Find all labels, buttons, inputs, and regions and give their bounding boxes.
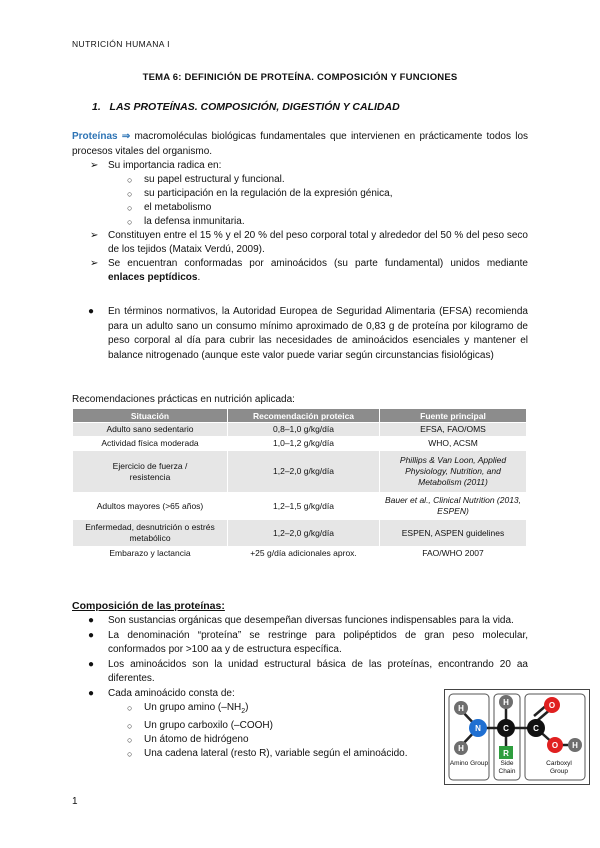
importance-sub-item xyxy=(72,201,528,215)
table-cell: 1,2–2,0 g/kg/día xyxy=(228,451,380,493)
chapter-title: TEMA 6: DEFINICIÓN DE PROTEÍNA. COMPOSICIÓN Y FUNCIONES xyxy=(142,72,458,83)
table-cell: Adultos mayores (>65 años) xyxy=(73,493,228,520)
section-title xyxy=(92,101,400,113)
importance-sub-text: la defensa inmunitaria. xyxy=(144,216,245,227)
circle-bullet-icon: ○ xyxy=(127,735,133,745)
importance-sub-text: su participación en la regulación de la expresión génica, xyxy=(144,188,393,199)
importance-lead: Su importancia radica en: xyxy=(108,160,222,171)
bullet-dot-icon: ● xyxy=(88,658,95,670)
composition-text: La denominación “proteína” se restringe para polipéptidos de gran peso molecular, conformados por >100 aa y de estructura específica. xyxy=(108,629,528,655)
circle-bullet-icon: ○ xyxy=(127,203,133,213)
bullet-dot-icon: ● xyxy=(88,687,95,699)
table-cell: Enfermedad, desnutrición o estrés metabólico xyxy=(73,520,228,547)
circle-bullet-icon: ○ xyxy=(127,189,133,199)
circle-bullet-icon: ○ xyxy=(127,749,133,759)
importance-sub-item xyxy=(72,173,528,187)
importance-sub-item xyxy=(72,215,528,229)
amino-part-text: Un grupo carboxilo (–COOH) xyxy=(144,720,273,731)
table-cell: 0,8–1,0 g/kg/día xyxy=(228,423,380,437)
composition-text: Cada aminoácido consta de: xyxy=(108,687,235,699)
amino-part-text: Un átomo de hidrógeno xyxy=(144,734,249,745)
composition-title: Composición de las proteínas: xyxy=(72,600,225,612)
carbon-label: C xyxy=(503,724,509,733)
circle-bullet-icon: ○ xyxy=(127,175,133,185)
table-row xyxy=(73,437,527,451)
hydrogen-label: H xyxy=(458,704,464,713)
section-title-text: LAS PROTEÍNAS. COMPOSICIÓN, DIGESTIÓN Y CALIDAD xyxy=(109,101,400,113)
implies-arrow: ⇒ xyxy=(121,131,131,142)
importance-sub-text: su papel estructural y funcional. xyxy=(144,174,285,185)
table-caption: Recomendaciones prácticas en nutrición aplicada: xyxy=(72,394,295,405)
table-header-cell: Fuente principal xyxy=(380,409,527,423)
table-row xyxy=(73,493,527,520)
table-row xyxy=(73,423,527,437)
arrowhead-bullet-icon: ➢ xyxy=(90,160,99,171)
table-cell: WHO, ACSM xyxy=(380,437,527,451)
composition-item xyxy=(72,629,528,658)
table-row xyxy=(73,547,527,561)
amino-part-close: ) xyxy=(245,702,249,713)
amino-group-label: Amino Group xyxy=(449,760,489,767)
peptide-bonds-term: enlaces peptídicos xyxy=(108,272,198,283)
amino-item xyxy=(72,257,528,285)
composition-item xyxy=(72,658,528,687)
hydrogen-label: H xyxy=(503,698,509,707)
table-cell: EFSA, FAO/OMS xyxy=(380,423,527,437)
weight-item xyxy=(72,229,528,257)
side-chain-label: Side Chain xyxy=(498,760,516,775)
table-row xyxy=(73,520,527,547)
table-header-cell: Situación xyxy=(73,409,228,423)
r-group-label: R xyxy=(503,749,509,758)
subscript-two: 2 xyxy=(241,708,246,715)
amino-part-text: Una cadena lateral (resto R), variable según el aminoácido. xyxy=(144,748,408,759)
importance-sub-item xyxy=(72,187,528,201)
arrowhead-bullet-icon: ➢ xyxy=(90,258,99,269)
efsa-block xyxy=(72,305,528,363)
importance-sub-text: el metabolismo xyxy=(144,202,212,213)
bullet-dot-icon: ● xyxy=(88,629,95,641)
circle-bullet-icon: ○ xyxy=(127,217,133,227)
carboxyl-group-label: Carboxyl Group xyxy=(546,760,572,775)
table-cell: 1,0–1,2 g/kg/día xyxy=(228,437,380,451)
amino-text: Se encuentran conformadas por aminoácidos (su parte fundamental) unidos mediante xyxy=(108,258,528,269)
bullet-dot-icon: ● xyxy=(88,306,95,317)
composition-text: Son sustancias orgánicas que desempeñan diversas funciones indispensables para la vida. xyxy=(108,615,514,626)
table-header-row xyxy=(73,409,527,423)
intro-text: macromoléculas biológicas fundamentales que intervienen en prácticamente todos los procesos vitales del organismo. xyxy=(72,131,529,157)
page-number: 1 xyxy=(72,796,78,807)
composition-text: Los aminoácidos son la unidad estructural básica de las proteínas, encontrando 20 aa diferentes. xyxy=(108,658,528,684)
table-cell: Ejercicio de fuerza / resistencia xyxy=(73,451,228,493)
amino-acid-structure-figure xyxy=(444,689,590,785)
hydrogen-label: H xyxy=(572,741,578,750)
intro-block xyxy=(72,130,528,285)
table-cell: Adulto sano sedentario xyxy=(73,423,228,437)
table-cell: Phillips & Van Loon, Applied Physiology, Nutrition, and Metabolism (2011) xyxy=(380,451,527,493)
weight-text: Constituyen entre el 15 % y el 20 % del peso corporal total y alrededor del 50 % del peso seco de los tejidos (Mataix Verdú, 2009). xyxy=(108,230,528,255)
amino-part-text: Un grupo amino (–NH xyxy=(144,702,242,713)
amino-text-end: . xyxy=(197,272,201,283)
running-header: NUTRICIÓN HUMANA I xyxy=(72,39,170,49)
efsa-text: En términos normativos, la Autoridad Europea de Seguridad Alimentaria (EFSA) recomienda para un adulto sano un consumo mínimo aproximado de 0,83 g de proteína por kilogramo de peso corporal al día para cubrir las necesidades de aminoácidos esenciales y mantener el balance nitrogenado (aunque este valor puede variar según circunstancias fisiológicas) xyxy=(108,306,528,361)
protein-recommendations-table xyxy=(72,408,527,561)
importance-item xyxy=(72,159,528,173)
table-cell: +25 g/día adicionales aprox. xyxy=(228,547,380,561)
efsa-item xyxy=(72,305,528,363)
carbon-label: C xyxy=(533,724,539,733)
table-cell: FAO/WHO 2007 xyxy=(380,547,527,561)
table-cell: ESPEN, ASPEN guidelines xyxy=(380,520,527,547)
table-cell: Embarazo y lactancia xyxy=(73,547,228,561)
intro-term: Proteínas xyxy=(72,131,118,142)
arrowhead-bullet-icon: ➢ xyxy=(90,230,99,241)
oxygen-label: O xyxy=(548,701,556,710)
nitrogen-label: N xyxy=(475,724,481,733)
table-row xyxy=(73,451,527,493)
section-number: 1. xyxy=(92,101,101,113)
intro-paragraph xyxy=(72,130,528,159)
hydrogen-label: H xyxy=(458,744,464,753)
table-header-cell: Recomendación proteica xyxy=(228,409,380,423)
bullet-dot-icon: ● xyxy=(88,615,95,626)
table-cell: 1,2–1,5 g/kg/día xyxy=(228,493,380,520)
table-cell: 1,2–2,0 g/kg/día xyxy=(228,520,380,547)
circle-bullet-icon: ○ xyxy=(127,721,133,731)
oxygen-label: O xyxy=(551,741,559,750)
table-cell: Actividad física moderada xyxy=(73,437,228,451)
circle-bullet-icon: ○ xyxy=(127,703,133,713)
table-cell: Bauer et al., Clinical Nutrition (2013, ESPEN) xyxy=(380,493,527,520)
composition-item xyxy=(72,614,528,629)
